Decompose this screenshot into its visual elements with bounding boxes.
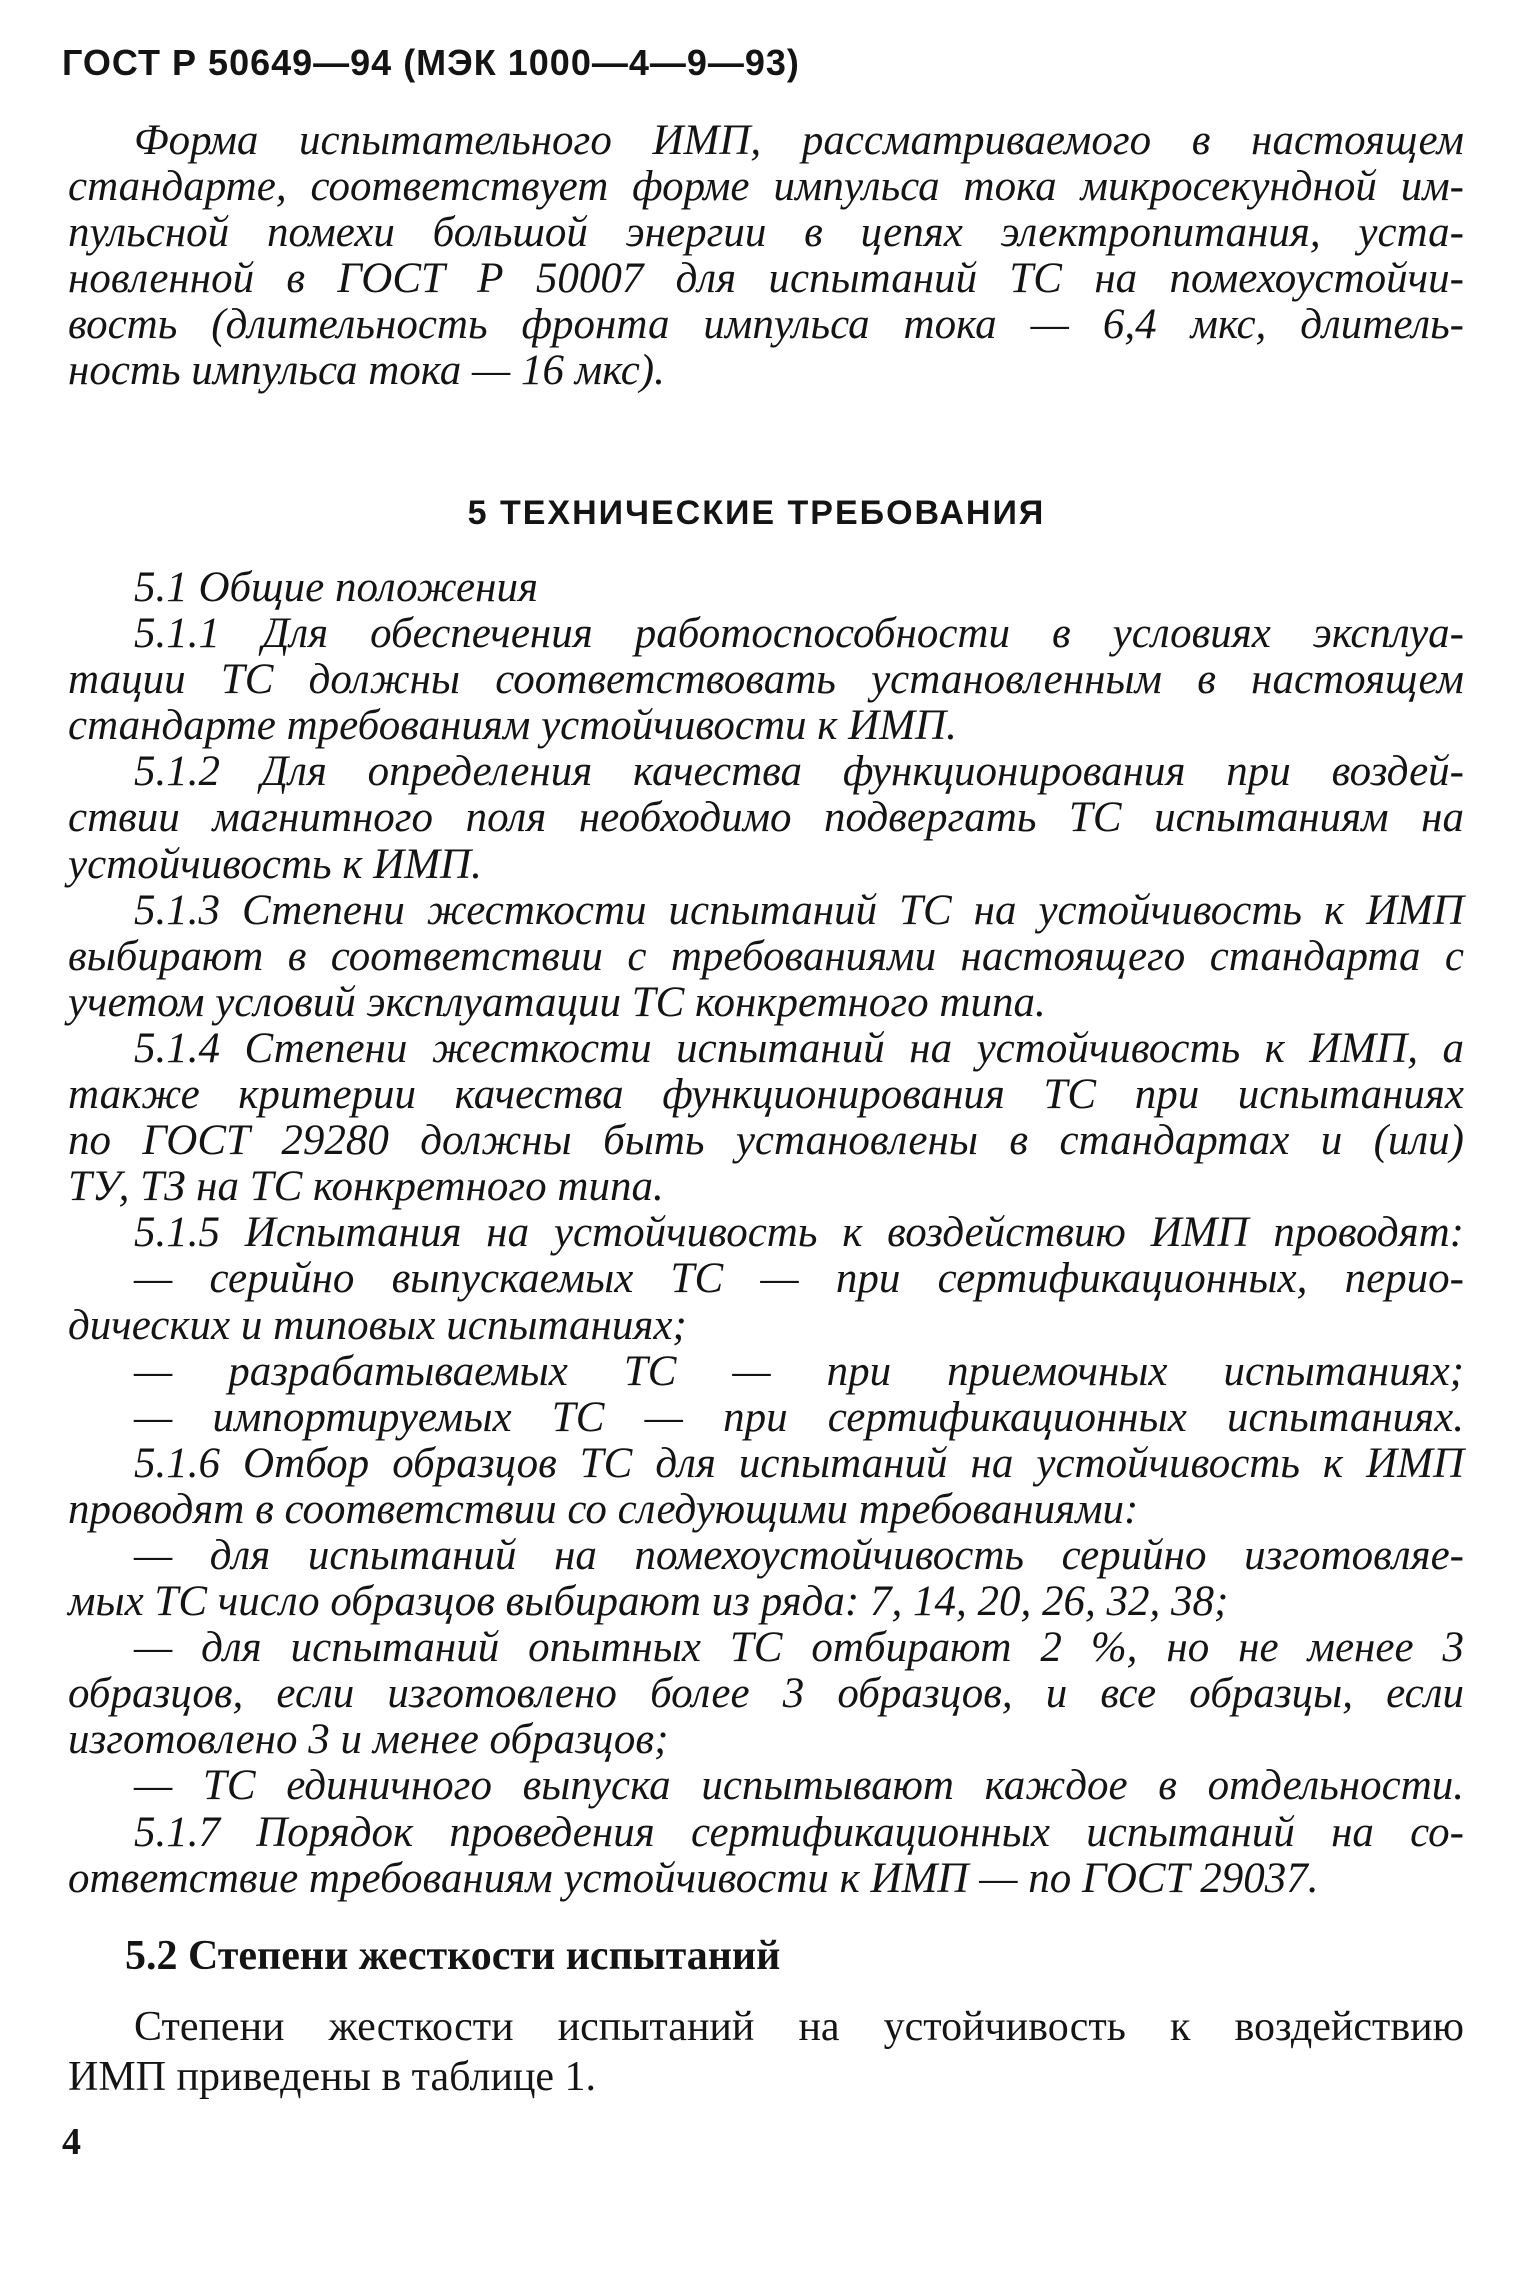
subsection-title: 5.2 Степени жесткости испытаний [125, 1933, 781, 1979]
page-number: 4 [62, 2121, 81, 2163]
text-line: 5.1.6 Отбор образцов ТС для испытаний на устойчивость к ИМП [134, 1439, 1464, 1487]
text-line: новленной в ГОСТ Р 50007 для испытаний ТС на помехоустойчи- [68, 255, 1464, 302]
text-line: 5.1.3 Степени жесткости испытаний ТС на устойчивость к ИМП [134, 886, 1464, 934]
intro-paragraph [68, 118, 1464, 394]
text-line: устойчивость к ИМП. [68, 840, 482, 888]
text-line: 5.1.5 Испытания на устойчивость к воздействию ИМП проводят: [134, 1209, 1464, 1257]
text-line: мых ТС число образцов выбирают из ряда: 7, 14, 20, 26, 32, 38; [68, 1578, 1229, 1626]
text-line: пульсной помехи большой энергии в цепях электропитания, уста- [68, 209, 1464, 256]
text-line: ТУ, ТЗ на ТС конкретного типа. [68, 1163, 664, 1211]
text-line: ИМП приведены в таблице 1. [68, 2054, 597, 2100]
text-line: — ТС единичного выпуска испытывают каждое в отдельности. [134, 1762, 1464, 1810]
text-line: выбирают в соответствии с требованиями настоящего стандарта с [68, 932, 1464, 980]
text-line: учетом условий эксплуатации ТС конкретного типа. [68, 978, 1046, 1026]
text-line: — серийно выпускаемых ТС — при сертификационных, перио- [134, 1255, 1464, 1303]
text-line: проводят в соответствии со следующими требованиями: [68, 1485, 1139, 1533]
text-line: — для испытаний опытных ТС отбирают 2 %, но не менее 3 [134, 1624, 1464, 1672]
text-line: — для испытаний на помехоустойчивость серийно изготовляе- [134, 1531, 1464, 1579]
text-line: Степени жесткости испытаний на устойчивость к воздействию [134, 2004, 1464, 2050]
text-line: изготовлено 3 и менее образцов; [68, 1716, 669, 1764]
text-line: — разрабатываемых ТС — при приемочных испытаниях; [134, 1347, 1464, 1395]
text-line: по ГОСТ 29280 должны быть установлены в стандартах и (или) [68, 1117, 1464, 1165]
document-header: ГОСТ Р 50649—94 (МЭК 1000—4—9—93) [62, 42, 800, 83]
subsection-paragraph [68, 2002, 1464, 2102]
subsection-heading: 5.1 Общие положения [134, 564, 538, 611]
text-line: стандарте требованиям устойчивости к ИМП. [68, 702, 957, 750]
text-line: тации ТС должны соответствовать установленным в настоящем [68, 656, 1464, 704]
text-line: дических и типовых испытаниях; [68, 1301, 687, 1349]
text-line: ность импульса тока — 16 мкс). [68, 347, 665, 394]
text-line: Форма испытательного ИМП, рассматриваемого в настоящем [134, 117, 1464, 164]
text-line: вость (длительность фронта импульса тока — 6,4 мкс, длитель- [68, 301, 1464, 348]
text-line: — импортируемых ТС — при сертификационных испытаниях. [134, 1393, 1464, 1441]
text-line: 5.1.7 Порядок проведения сертификационных испытаний на со- [134, 1808, 1464, 1856]
text-line: образцов, если изготовлено более 3 образцов, и все образцы, если [68, 1670, 1464, 1718]
text-line: ствии магнитного поля необходимо подвергать ТС испытаниям на [68, 794, 1464, 842]
text-line: ответствие требованиям устойчивости к ИМП — по ГОСТ 29037. [68, 1854, 1319, 1902]
text-line: также критерии качества функционирования ТС при испытаниях [68, 1071, 1464, 1119]
text-line: 5.1.2 Для определения качества функционирования при воздей- [134, 748, 1464, 796]
text-line: стандарте, соответствует форме импульса тока микросекундной им- [68, 163, 1464, 210]
text-line: 5.1.1 Для обеспечения работоспособности в условиях эксплуа- [134, 610, 1464, 658]
section-body [68, 565, 1464, 1902]
section-title: 5 ТЕХНИЧЕСКИЕ ТРЕБОВАНИЯ [467, 494, 1046, 532]
text-line: 5.1.4 Степени жесткости испытаний на устойчивость к ИМП, а [134, 1024, 1464, 1072]
